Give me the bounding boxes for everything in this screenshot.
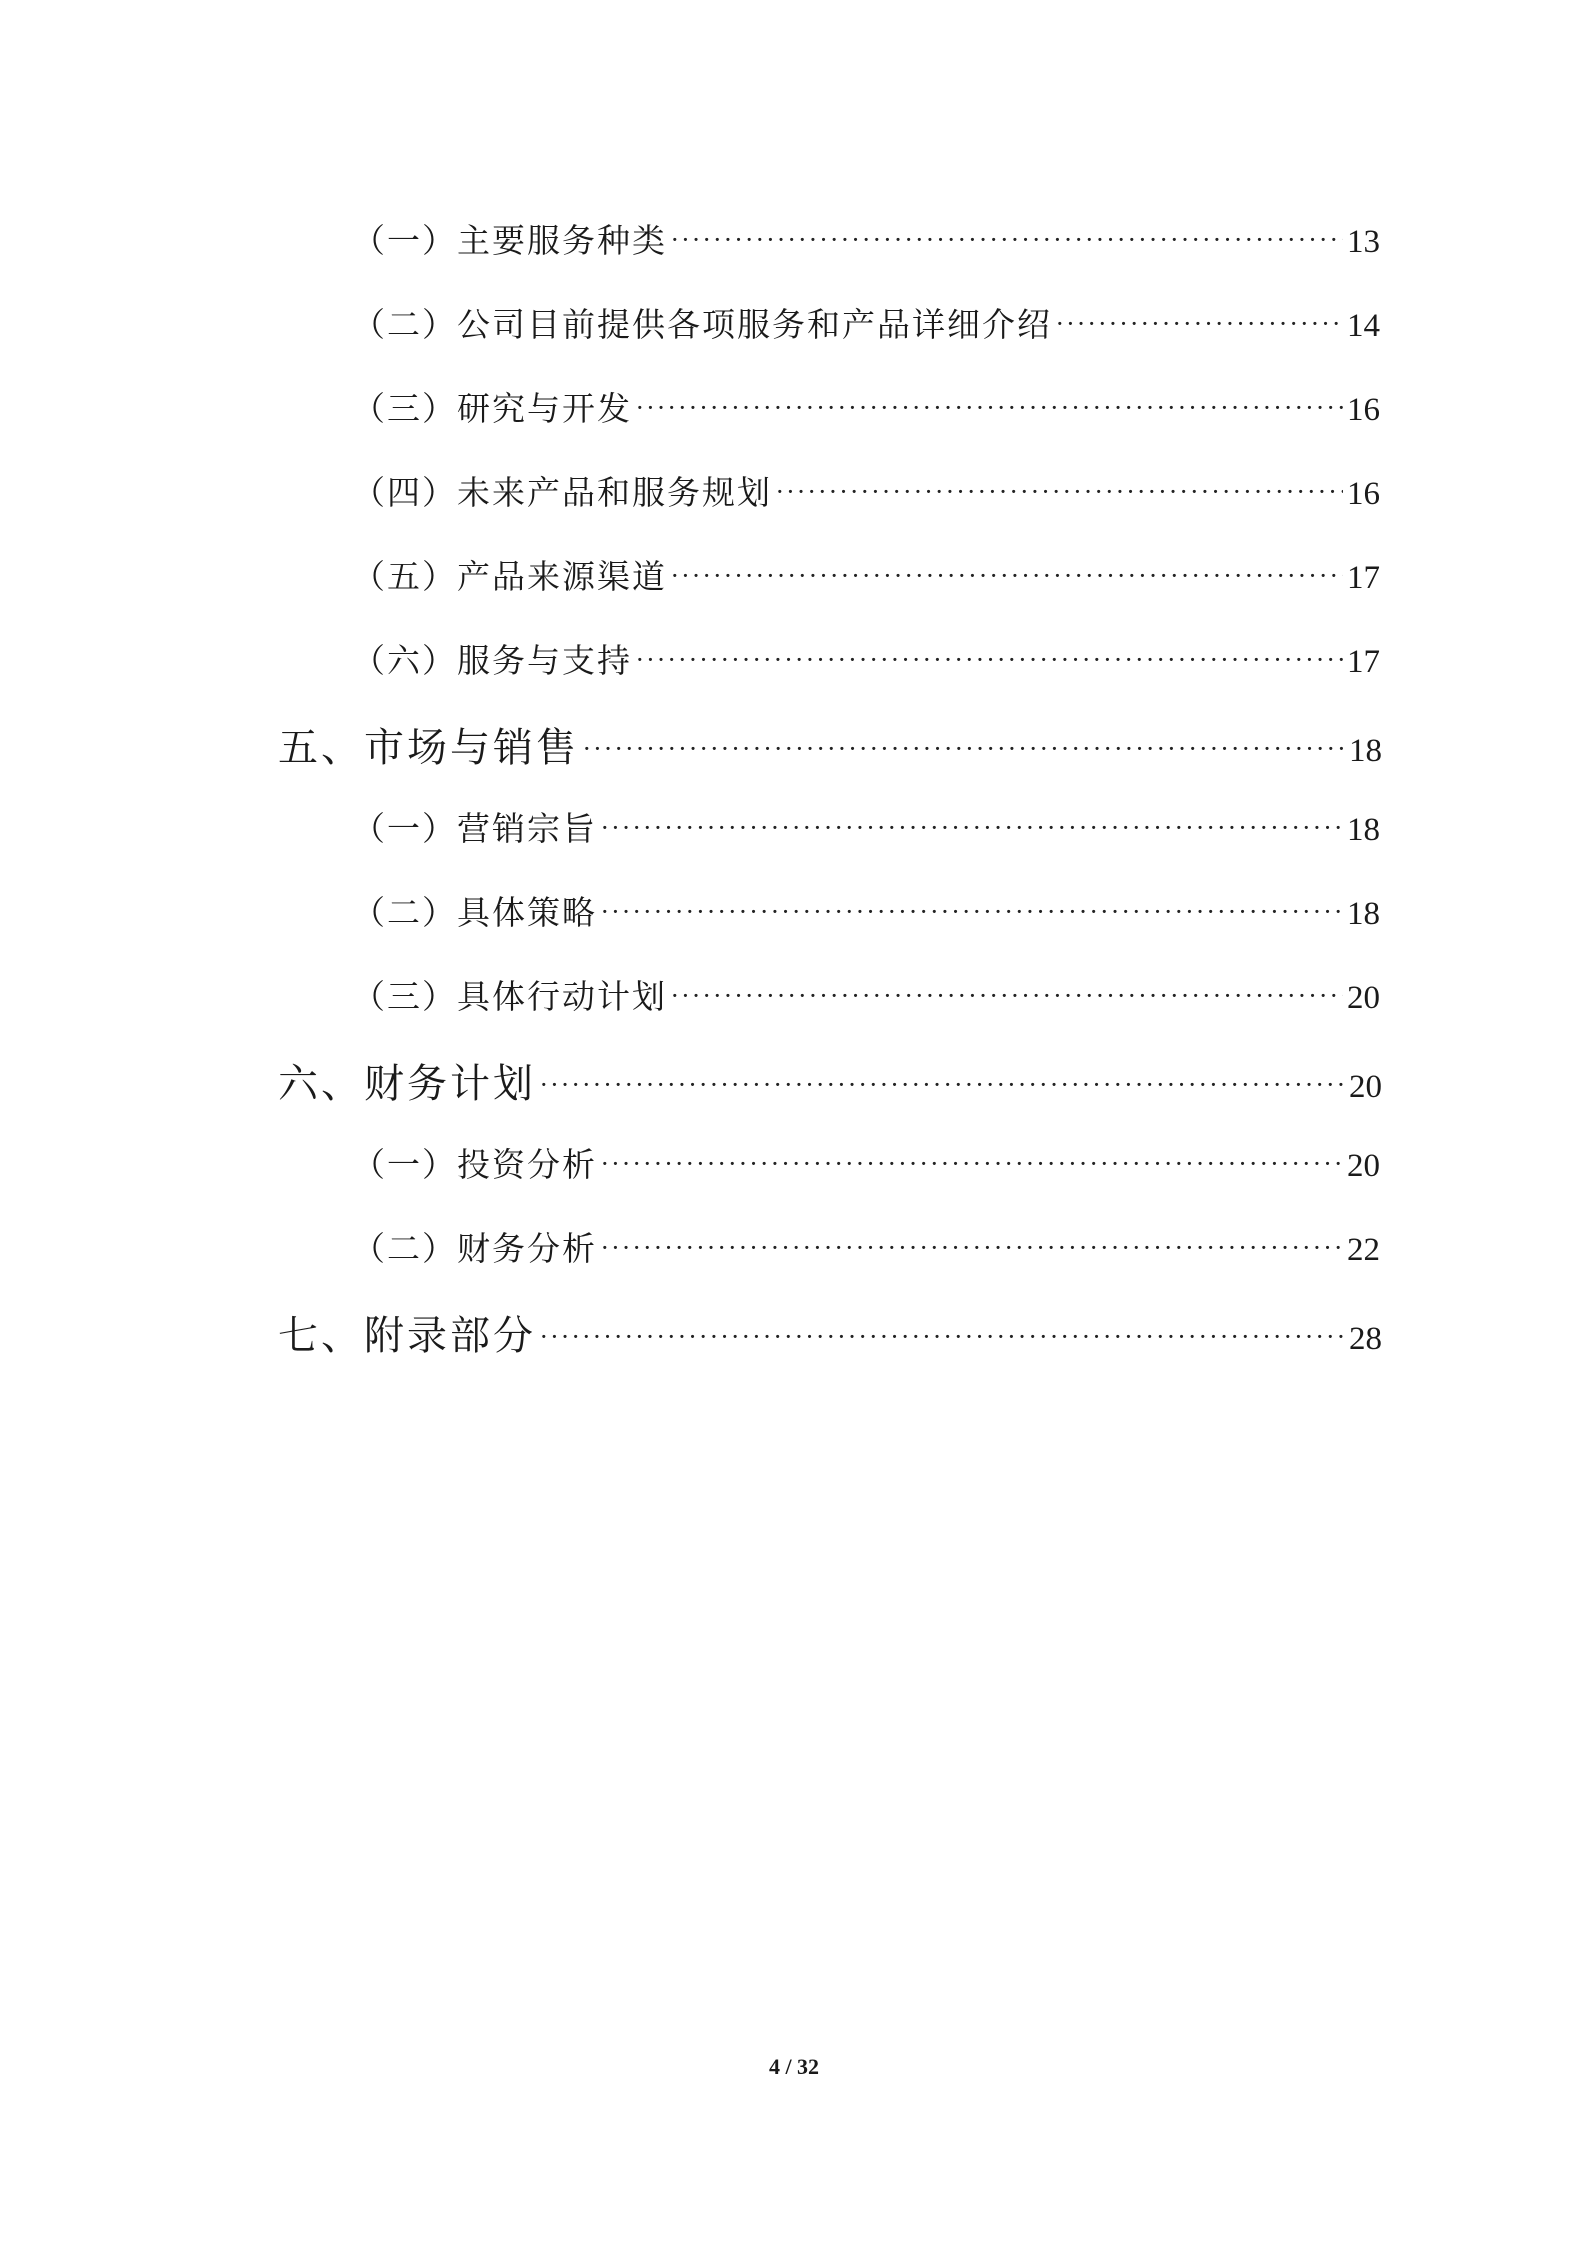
dot-leader (601, 1234, 1343, 1262)
dot-leader (636, 646, 1343, 674)
toc-entry-page: 20 (1349, 1069, 1382, 1105)
dot-leader (601, 898, 1343, 926)
toc-entry-main-service-types[interactable] (352, 215, 1380, 262)
toc-entry-page: 20 (1347, 980, 1380, 1016)
toc-entry-label: （一）营销宗旨 (352, 809, 597, 848)
toc-entry-label: （四）未来产品和服务规划 (352, 473, 772, 512)
toc-entry-specific-strategy[interactable] (352, 887, 1380, 934)
dot-leader (671, 562, 1343, 590)
toc-entry-investment-analysis[interactable] (352, 1139, 1380, 1186)
toc-entry-page: 14 (1347, 308, 1380, 344)
toc-entry-label: （一）主要服务种类 (352, 221, 667, 260)
dot-leader (540, 1323, 1345, 1351)
toc-entry-label: （一）投资分析 (352, 1145, 597, 1184)
toc-entry-page: 13 (1347, 224, 1380, 260)
toc-entry-label: 七、附录部分 (278, 1313, 536, 1359)
toc-entry-future-planning[interactable] (352, 467, 1380, 514)
toc-entry-page: 18 (1349, 733, 1382, 769)
toc-entry-label: （六）服务与支持 (352, 641, 632, 680)
toc-entry-service-support[interactable] (352, 635, 1380, 682)
toc-entry-page: 17 (1347, 644, 1380, 680)
dot-leader (636, 394, 1343, 422)
dot-leader (776, 478, 1343, 506)
toc-section-market-sales[interactable] (278, 716, 1382, 773)
toc-entry-page: 20 (1347, 1148, 1380, 1184)
dot-leader (540, 1071, 1345, 1099)
dot-leader (1056, 310, 1343, 338)
toc-entry-marketing-purpose[interactable] (352, 803, 1380, 850)
dot-leader (671, 226, 1343, 254)
toc-entry-label: （二）具体策略 (352, 893, 597, 932)
toc-entry-financial-analysis[interactable] (352, 1223, 1380, 1270)
toc-entry-page: 18 (1347, 812, 1380, 848)
toc-section-appendix[interactable] (278, 1304, 1382, 1361)
dot-leader (671, 982, 1343, 1010)
toc-entry-action-plan[interactable] (352, 971, 1380, 1018)
toc-entry-label: 六、财务计划 (278, 1061, 536, 1107)
toc-entry-label: 五、市场与销售 (278, 725, 579, 771)
dot-leader (601, 814, 1343, 842)
toc-entry-research-development[interactable] (352, 383, 1380, 430)
toc-entry-label: （五）产品来源渠道 (352, 557, 667, 596)
toc-entry-services-products-details[interactable] (352, 299, 1380, 346)
toc-entry-page: 18 (1347, 896, 1380, 932)
toc-entry-label: （三）研究与开发 (352, 389, 632, 428)
toc-entry-page: 16 (1347, 392, 1380, 428)
toc-entry-page: 16 (1347, 476, 1380, 512)
toc-entry-label: （二）公司目前提供各项服务和产品详细介绍 (352, 305, 1052, 344)
toc-entry-page: 17 (1347, 560, 1380, 596)
dot-leader (583, 735, 1345, 763)
toc-entry-page: 28 (1349, 1321, 1382, 1357)
toc-section-financial-plan[interactable] (278, 1052, 1382, 1109)
toc-entry-page: 22 (1347, 1232, 1380, 1268)
toc-entry-label: （二）财务分析 (352, 1229, 597, 1268)
toc-entry-product-sources[interactable] (352, 551, 1380, 598)
page-indicator: 4 / 32 (768, 2054, 820, 2079)
toc-entry-label: （三）具体行动计划 (352, 977, 667, 1016)
dot-leader (601, 1150, 1343, 1178)
